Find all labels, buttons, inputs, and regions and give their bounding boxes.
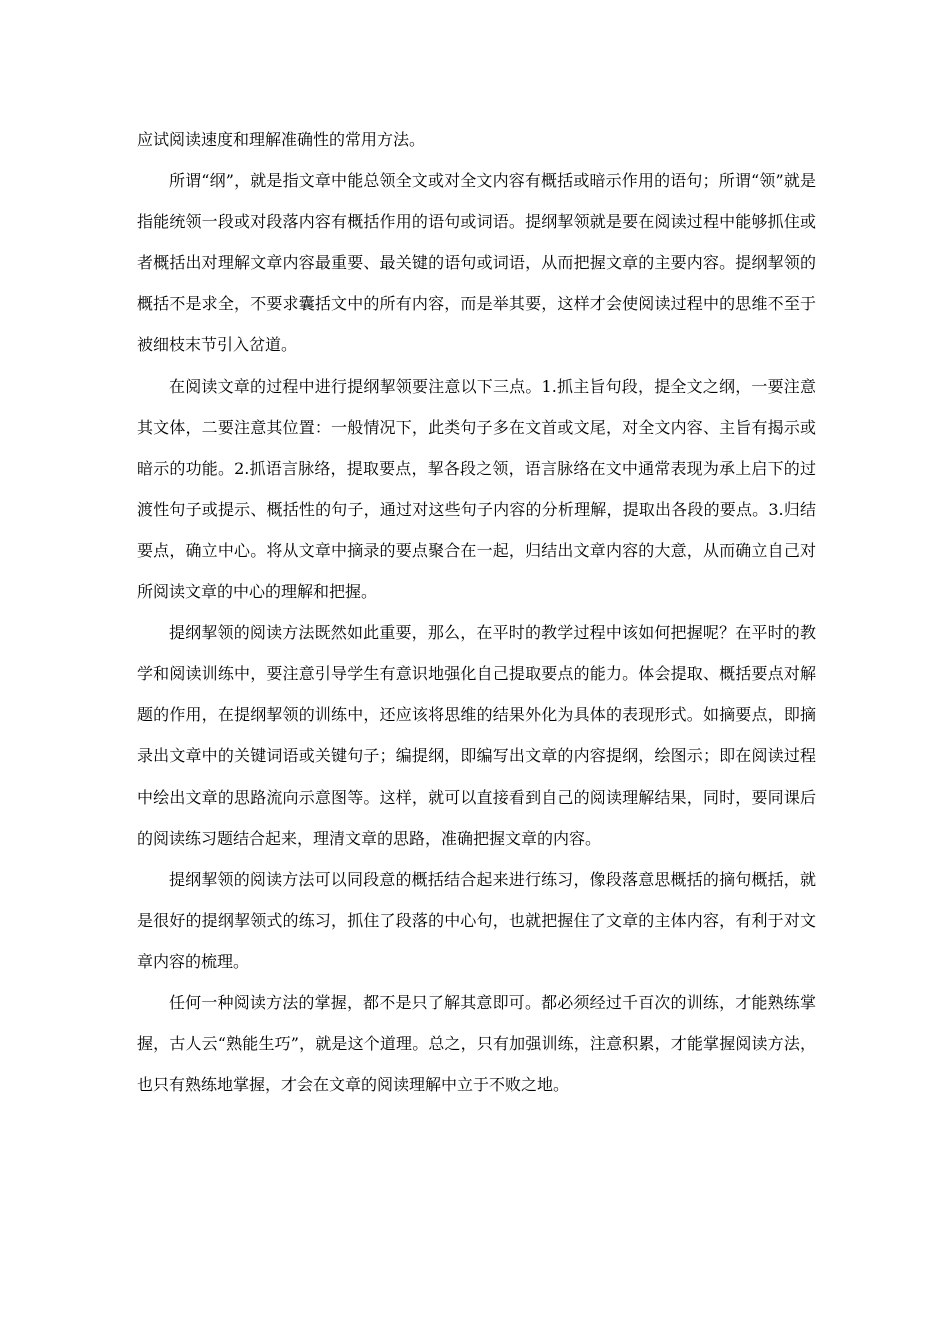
paragraph-summary-practice: 提纲挈领的阅读方法可以同段意的概括结合起来进行练习，像段落意思概括的摘句概括，就是很好的提纲挈领式的练习，抓住了段落的中心句，也就把握住了文章的主体内容，有利于对文章内容的梳理。 (137, 869, 816, 971)
paragraph-teaching-practice: 提纲挈领的阅读方法既然如此重要，那么，在平时的教学过程中该如何把握呢？在平时的教学和阅读训练中，要注意引导学生有意识地强化自己提取要点的能力。体会提取、概括要点对解题的作用，在提纲挈领的训练中，还应该将思维的结果外化为具体的表现形式。如摘要点，即摘录出文章中的关键词语或关键句子；编提纲，即编写出文章的内容提纲，绘图示；即在阅读过程中绘出文章的思路流向示意图等。这样，就可以直接看到自己的阅读理解结果，同时，要同课后的阅读练习题结合起来，理清文章的思路，准确把握文章的内容。 (137, 623, 816, 848)
document-body (137, 119, 816, 1105)
paragraph-definition-gang-ling: 所谓“纲”，就是指文章中能总领全文或对全文内容有概括或暗示作用的语句；所谓“领”就是指能统领一段或对段落内容有概括作用的语句或词语。提纲挈领就是要在阅读过程中能够抓住或者概括出对理解文章内容最重要、最关键的语句或词语，从而把握文章的主要内容。提纲挈领的概括不是求全，不要求囊括文中的所有内容，而是举其要，这样才会使阅读过程中的思维不至于被细枝末节引入岔道。 (137, 171, 816, 355)
paragraph-continuation: 应试阅读速度和理解准确性的常用方法。 (137, 130, 426, 149)
paragraph-three-points: 在阅读文章的过程中进行提纲挈领要注意以下三点。1.抓主旨句段，提全文之纲，一要注意其文体，二要注意其位置：一般情况下，此类句子多在文首或文尾，对全文内容、主旨有揭示或暗示的功能。2.抓语言脉络，提取要点，挈各段之领，语言脉络在文中通常表现为承上启下的过渡性句子或提示、概括性的句子，通过对这些句子内容的分析理解，提取出各段的要点。3.归结要点，确立中心。将从文章中摘录的要点聚合在一起，归结出文章内容的大意，从而确立自己对所阅读文章的中心的理解和把握。 (137, 376, 816, 602)
paragraph-conclusion: 任何一种阅读方法的掌握，都不是只了解其意即可。都必须经过千百次的训练，才能熟练掌握，古人云“熟能生巧”，就是这个道理。总之，只有加强训练，注意积累，才能掌握阅读方法，也只有熟练地掌握，才会在文章的阅读理解中立于不败之地。 (137, 992, 816, 1095)
